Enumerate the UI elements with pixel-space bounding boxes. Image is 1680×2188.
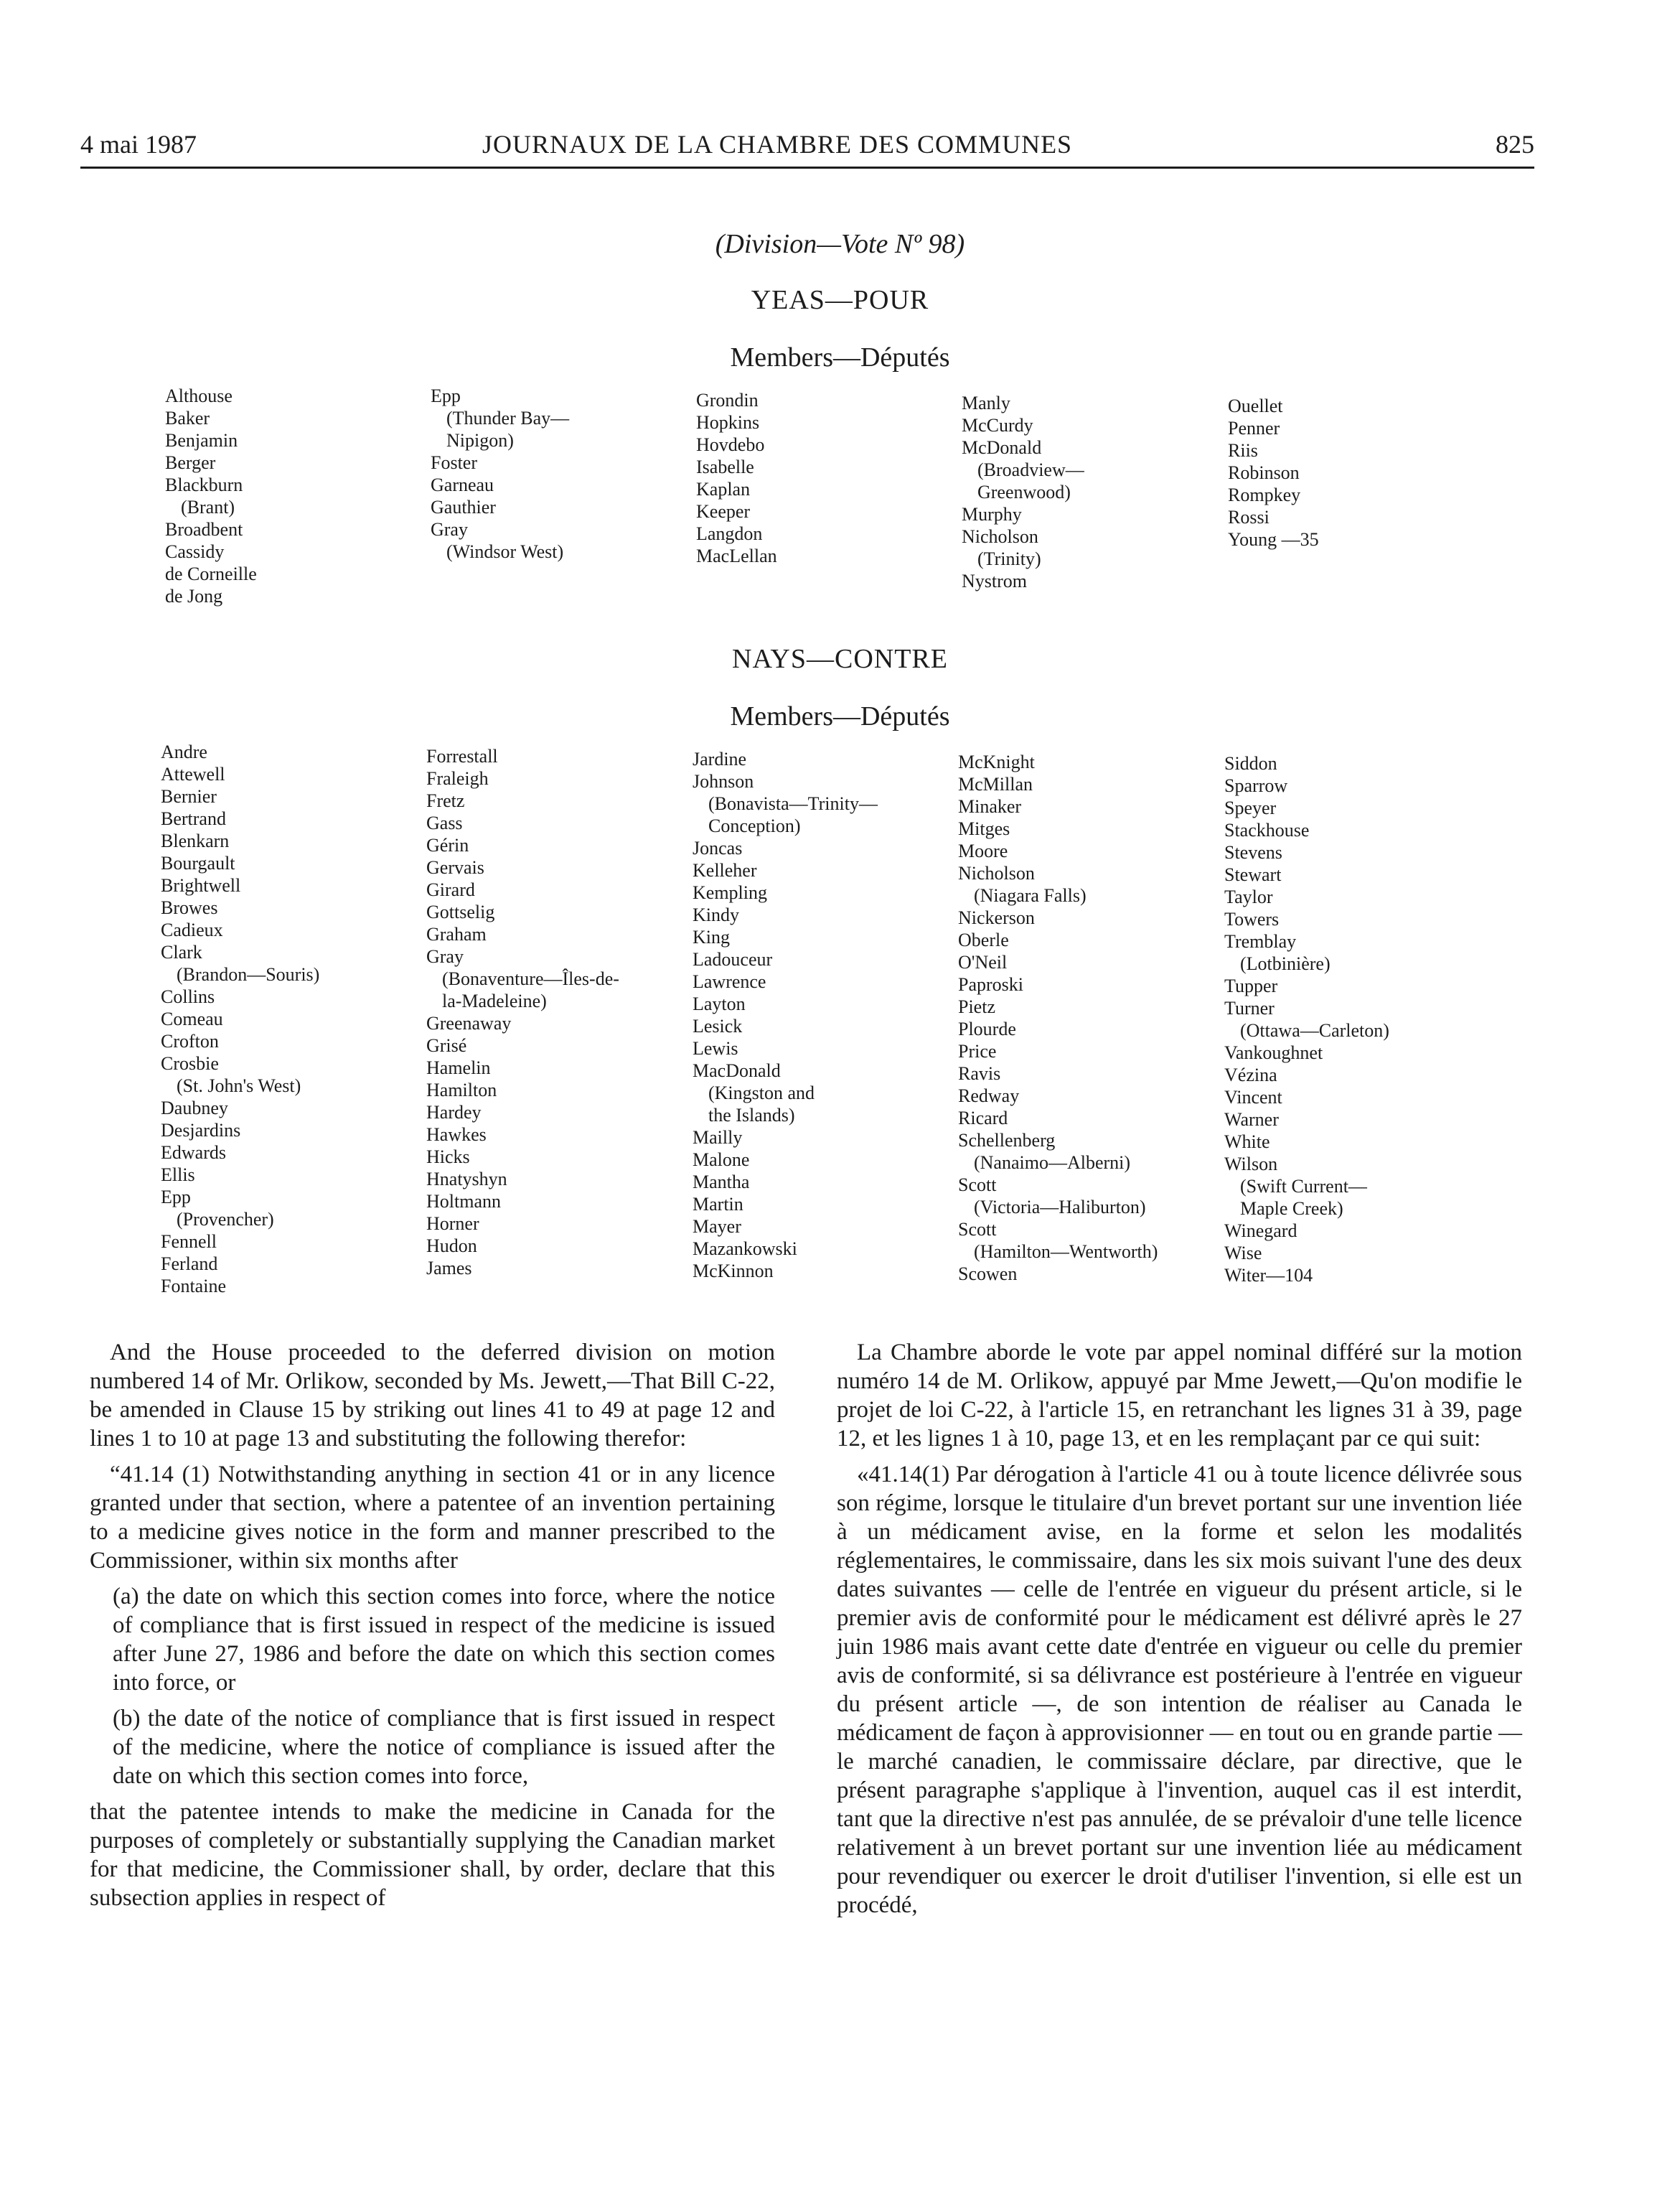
member-name: Hudon — [426, 1235, 477, 1256]
member-name: Winegard — [1224, 1220, 1297, 1241]
member-name: Brightwell — [161, 875, 241, 896]
member-name: Riis — [1228, 440, 1258, 461]
french-text — [837, 1338, 1522, 1927]
member-name: Mazankowski — [693, 1238, 797, 1259]
member-name: Bertrand — [161, 808, 226, 829]
member-name: Malone — [693, 1149, 750, 1170]
member-name: MacLellan — [696, 546, 777, 566]
member-name: Nystrom — [962, 571, 1027, 592]
nays-column — [693, 748, 878, 1282]
member-riding: (Thunder Bay— — [446, 408, 570, 429]
yeas-members-label: Members—Députés — [730, 342, 950, 373]
member-name: Stewart — [1224, 864, 1282, 885]
member-riding: (Kingston and — [708, 1083, 815, 1103]
member-name: Andre — [161, 742, 207, 762]
member-name: Epp — [161, 1187, 191, 1207]
english-paragraph-3: that the patentee intends to make the medicine in Canada for the purposes of completely or substantially supplying the Canadian market for that medicine, the Commissioner shall, by order, declare that this subsection applies in respect of — [90, 1799, 775, 1911]
member-name: Joncas — [693, 838, 743, 859]
member-name: Tremblay — [1224, 931, 1297, 952]
member-name: McDonald — [962, 437, 1042, 458]
member-name: Cadieux — [161, 920, 223, 940]
member-name: Warner — [1224, 1109, 1279, 1130]
member-name: Comeau — [161, 1009, 223, 1029]
member-name: Hamilton — [426, 1080, 497, 1100]
member-name: Crofton — [161, 1031, 219, 1052]
member-name: Kaplan — [696, 479, 751, 500]
member-name: Nicholson — [958, 863, 1035, 884]
member-name: McKinnon — [693, 1261, 774, 1281]
member-name: Scott — [958, 1174, 997, 1195]
member-name: Bernier — [161, 786, 217, 807]
member-name: Forrestall — [426, 746, 498, 767]
member-name: Kelleher — [693, 860, 757, 881]
member-name: Vankoughnet — [1224, 1042, 1323, 1063]
member-name: MacDonald — [693, 1060, 781, 1081]
nays-column — [426, 745, 619, 1279]
english-paragraph-2: “41.14 (1) Notwithstanding anything in section 41 or in any licence granted under that section, where a patentee of an invention pertaining to a medicine gives notice in the form and manner prescribed to the Commissioner, within six months after — [90, 1462, 775, 1574]
member-name: Kempling — [693, 882, 767, 903]
member-riding: (Bonavista—Trinity— — [708, 793, 878, 814]
nays-members-label: Members—Députés — [730, 701, 950, 731]
page-header — [80, 123, 1534, 169]
member-name: Price — [958, 1041, 997, 1062]
member-name: Fretz — [426, 790, 465, 811]
member-name: Broadbent — [165, 519, 243, 540]
member-name: Hicks — [426, 1146, 470, 1167]
member-name: Oberle — [958, 930, 1009, 950]
member-name: Stackhouse — [1224, 820, 1310, 841]
member-riding: Nipigon) — [446, 430, 514, 451]
page-number: 825 — [1496, 130, 1534, 159]
member-name: Siddon — [1224, 753, 1277, 774]
member-name: Ouellet — [1228, 396, 1283, 416]
member-name: Clark — [161, 942, 202, 963]
member-name: Crosbie — [161, 1053, 219, 1074]
member-name: Fontaine — [161, 1276, 226, 1296]
member-name: Desjardins — [161, 1120, 241, 1141]
member-name: Mitges — [958, 818, 1010, 839]
member-name: Layton — [693, 994, 746, 1014]
member-name: Pietz — [958, 996, 995, 1017]
member-name: Cassidy — [165, 541, 225, 562]
nays-heading: NAYS—CONTRE — [732, 644, 948, 674]
member-name: Vézina — [1224, 1065, 1277, 1085]
member-name: Foster — [431, 452, 477, 473]
member-name: Gray — [426, 946, 464, 967]
member-riding: (Brant) — [181, 497, 235, 518]
member-riding: (Broadview— — [977, 459, 1084, 480]
member-name: Young —35 — [1228, 529, 1319, 550]
member-name: Fennell — [161, 1231, 217, 1252]
member-name: King — [693, 927, 730, 948]
member-name: Speyer — [1224, 798, 1277, 818]
member-name: Bourgault — [161, 853, 235, 874]
member-name: Redway — [958, 1085, 1020, 1106]
nays-column — [1224, 752, 1389, 1286]
member-name: Hovdebo — [696, 434, 765, 455]
french-paragraph-1: La Chambre aborde le vote par appel nominal différé sur la motion numéro 14 de M. Orlikow, appuyé par Mme Jewett,—Qu'on modifie le projet de loi C-22, à l'article 15, en retranchant les lignes 31 à 39, page 12, et les lignes 1 à 10, page 13, et en les remplaçant par ce qui suit: — [837, 1340, 1522, 1451]
member-riding: (St. John's West) — [177, 1075, 301, 1096]
member-name: Collins — [161, 986, 215, 1007]
member-name: Lawrence — [693, 971, 766, 992]
member-name: Plourde — [958, 1019, 1016, 1039]
header-title: JOURNAUX DE LA CHAMBRE DES COMMUNES — [482, 130, 1073, 159]
member-riding: (Trinity) — [977, 548, 1041, 569]
french-paragraph-2: «41.14(1) Par dérogation à l'article 41 ou à toute licence délivrée sous son régime, lorsque le titulaire d'un brevet portant sur une invention liée à un médicament avise, en la forme et selon les modalités réglementaires, le commissaire, dans les six mois suivant l'une des deux dates suivantes — celle de l'entrée en vigueur du présent article, si le premier avis de conformité pour le médicament est délivré après le 27 juin 1986 mais avant cette date d'entrée en vigueur ou celle du premier avis de conformité, si sa délivrance est postérieure à l'entrée en vigueur du présent article —, de son intention de réaliser au Canada le médicament de façon à approvisionner — en tout ou en grande partie — le marché canadien, le commissaire déclare, par directive, que le présent paragraphe s'applique à l'invention, auquel cas il est interdit, tant que la directive n'est pas annulée, de se prévaloir d'une telle licence relativement à un brevet portant sur une invention liée au médicament pour revendiquer ou exercer le droit d'utiliser l'invention, si elle est un procédé, — [837, 1462, 1522, 1918]
yeas-column — [431, 385, 569, 563]
member-name: Taylor — [1224, 887, 1273, 907]
member-riding: (Swift Current— — [1240, 1176, 1367, 1197]
member-name: Hopkins — [696, 412, 760, 433]
member-name: Mantha — [693, 1172, 750, 1192]
member-name: Sparrow — [1224, 775, 1288, 796]
member-name: Witer—104 — [1224, 1265, 1313, 1286]
member-name: Gray — [431, 519, 468, 540]
member-name: Gottselig — [426, 902, 495, 922]
member-name: Garneau — [431, 474, 494, 495]
member-name: Rossi — [1228, 507, 1270, 528]
member-name: Nicholson — [962, 526, 1038, 547]
nays-column — [958, 751, 1158, 1285]
member-riding: (Bonaventure—Îles-de- — [442, 968, 619, 989]
member-name: McCurdy — [962, 415, 1033, 436]
member-name: Minaker — [958, 796, 1022, 817]
member-name: Paproski — [958, 974, 1023, 995]
english-clause-b: (b) the date of the notice of compliance that is first issued in respect of the medicine, where the notice of compliance is issued after the date on which this section comes into force, — [113, 1706, 775, 1789]
member-name: Wise — [1224, 1243, 1262, 1263]
member-name: Hawkes — [426, 1124, 487, 1145]
member-name: Berger — [165, 452, 216, 473]
member-name: Ravis — [958, 1063, 1001, 1084]
member-name: Towers — [1224, 909, 1280, 930]
member-name: de Corneille — [165, 564, 257, 584]
member-name: Browes — [161, 897, 218, 918]
member-riding: (Hamilton—Wentworth) — [974, 1241, 1158, 1262]
member-name: Scowen — [958, 1263, 1018, 1284]
yeas-column — [165, 385, 257, 607]
member-name: Epp — [431, 385, 461, 406]
member-name: Mayer — [693, 1216, 741, 1237]
member-name: McMillan — [958, 774, 1033, 795]
member-name: Blenkarn — [161, 831, 230, 851]
member-name: Grisé — [426, 1035, 467, 1056]
vote-title: (Division—Vote Nº 98) — [715, 229, 965, 259]
member-name: Gérin — [426, 835, 469, 856]
member-name: Hardey — [426, 1102, 482, 1123]
member-name: Tupper — [1224, 976, 1278, 996]
member-name: Blackburn — [165, 474, 243, 495]
member-riding: (Nanaimo—Alberni) — [974, 1152, 1131, 1173]
member-name: Rompkey — [1228, 485, 1301, 505]
member-riding: (Ottawa—Carleton) — [1240, 1020, 1389, 1041]
member-name: Martin — [693, 1194, 743, 1215]
member-name: Girard — [426, 879, 475, 900]
member-riding: Conception) — [708, 815, 801, 836]
header-date: 4 mai 1987 — [80, 130, 197, 159]
member-name: O'Neil — [958, 952, 1008, 973]
english-paragraph-1: And the House proceeded to the deferred division on motion numbered 14 of Mr. Orlikow, seconded by Ms. Jewett,—That Bill C-22, be amended in Clause 15 by striking out lines 41 to 49 at page 12 and lines 1 to 10 at page 13 and substituting the following therefor: — [90, 1340, 775, 1451]
yeas-column — [962, 392, 1084, 592]
member-name: Ferland — [161, 1253, 218, 1274]
yeas-heading: YEAS—POUR — [751, 285, 929, 315]
nays-column — [161, 741, 319, 1297]
member-riding: (Provencher) — [177, 1209, 274, 1230]
member-riding: (Niagara Falls) — [974, 885, 1087, 906]
member-name: McKnight — [958, 752, 1035, 772]
member-name: White — [1224, 1131, 1270, 1152]
member-name: Turner — [1224, 998, 1275, 1019]
member-name: Johnson — [693, 771, 754, 792]
member-name: Keeper — [696, 501, 751, 522]
member-name: Horner — [426, 1213, 479, 1234]
member-name: Lesick — [693, 1016, 743, 1037]
member-riding: (Lotbinière) — [1240, 953, 1331, 974]
english-text — [90, 1338, 775, 1920]
member-name: Jardine — [693, 749, 747, 770]
member-name: Wilson — [1224, 1154, 1278, 1174]
member-name: Gauthier — [431, 497, 496, 518]
yeas-column — [696, 389, 777, 567]
member-riding: la-Madeleine) — [442, 991, 547, 1011]
member-name: Murphy — [962, 504, 1022, 525]
member-name: Lewis — [693, 1038, 738, 1059]
member-name: Penner — [1228, 418, 1280, 439]
member-name: Langdon — [696, 523, 763, 544]
member-name: de Jong — [165, 586, 223, 607]
yeas-column — [1228, 395, 1319, 551]
member-name: Holtmann — [426, 1191, 501, 1212]
member-name: Edwards — [161, 1142, 226, 1163]
member-name: Stevens — [1224, 842, 1282, 863]
member-name: Greenaway — [426, 1013, 512, 1034]
member-name: Hamelin — [426, 1057, 491, 1078]
member-name: Ladouceur — [693, 949, 773, 970]
member-name: Kindy — [693, 904, 739, 925]
member-name: Manly — [962, 393, 1010, 413]
member-riding: (Victoria—Haliburton) — [974, 1197, 1146, 1217]
member-name: Fraleigh — [426, 768, 489, 789]
member-name: Baker — [165, 408, 210, 429]
member-name: Robinson — [1228, 462, 1300, 483]
member-name: Ellis — [161, 1164, 195, 1185]
member-name: Daubney — [161, 1098, 228, 1118]
member-name: Gervais — [426, 857, 484, 878]
member-riding: (Windsor West) — [446, 541, 564, 562]
member-riding: (Brandon—Souris) — [177, 964, 320, 985]
member-name: Hnatyshyn — [426, 1169, 507, 1189]
member-name: Ricard — [958, 1108, 1008, 1128]
member-name: Graham — [426, 924, 487, 945]
member-name: Nickerson — [958, 907, 1035, 928]
member-name: Isabelle — [696, 457, 754, 477]
member-name: Gass — [426, 813, 463, 833]
member-riding: Maple Creek) — [1240, 1198, 1343, 1219]
member-name: Althouse — [165, 385, 233, 406]
member-riding: the Islands) — [708, 1105, 795, 1126]
member-name: James — [426, 1258, 472, 1278]
member-name: Moore — [958, 841, 1008, 861]
member-riding: Greenwood) — [977, 482, 1071, 502]
english-clause-a: (a) the date on which this section comes into force, where the notice of compliance that is first issued in respect of the medicine is issued after June 27, 1986 and before the date on which this section comes into force, or — [113, 1584, 775, 1696]
member-name: Scott — [958, 1219, 997, 1240]
member-name: Schellenberg — [958, 1130, 1056, 1151]
member-name: Vincent — [1224, 1087, 1282, 1108]
member-name: Mailly — [693, 1127, 743, 1148]
member-name: Benjamin — [165, 430, 238, 451]
member-name: Grondin — [696, 390, 759, 411]
member-name: Attewell — [161, 764, 225, 785]
